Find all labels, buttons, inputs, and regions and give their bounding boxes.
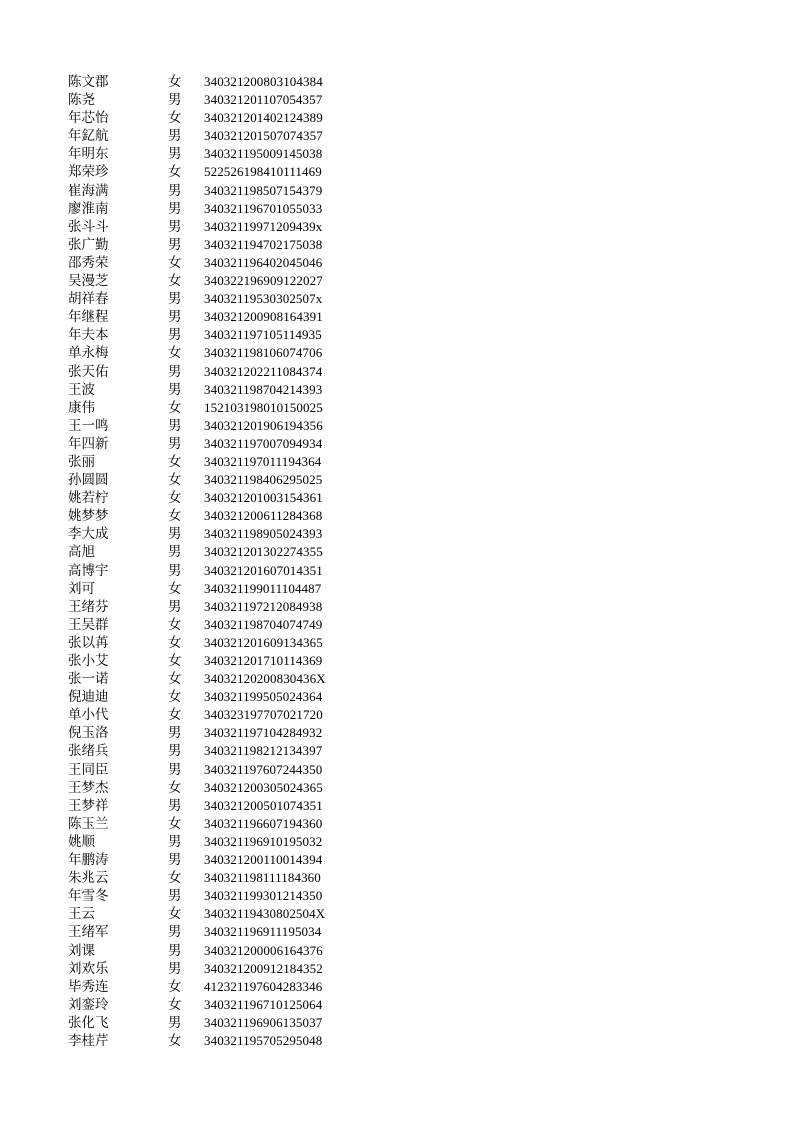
table-row: [68, 381, 368, 399]
name-cell: 单永梅: [68, 345, 109, 362]
gender-cell: 女: [168, 273, 182, 290]
table-row: [68, 634, 368, 652]
table-row: [68, 761, 368, 779]
table-row: [68, 109, 368, 127]
gender-cell: 女: [168, 345, 182, 362]
id-number-cell: 340321202211084374: [204, 363, 323, 379]
id-number-cell: 340321197007094934: [204, 435, 323, 451]
table-row: [68, 833, 368, 851]
id-number-cell: 340321198704214393: [204, 381, 323, 397]
name-cell: 张绪兵: [68, 743, 109, 760]
name-cell: 康伟: [68, 399, 95, 416]
table-row: [68, 706, 368, 724]
id-number-cell: 340321198507154379: [204, 182, 323, 198]
id-number-cell: 340321201609134365: [204, 634, 323, 650]
name-cell: 张化飞: [68, 1014, 109, 1031]
table-row: [68, 942, 368, 960]
table-row: [68, 978, 368, 996]
name-cell: 张小艾: [68, 653, 109, 669]
gender-cell: 女: [168, 870, 182, 887]
table-row: [68, 525, 368, 543]
table-row: [68, 200, 368, 218]
id-number-cell: 340321200803104384: [204, 74, 323, 89]
id-number-cell: 340321195009145038: [204, 146, 323, 162]
name-cell: 高旭: [68, 544, 95, 561]
gender-cell: 男: [168, 725, 182, 742]
table-row: [68, 236, 368, 254]
id-number-cell: 340321194702175038: [204, 236, 323, 252]
name-cell: 张斗斗: [68, 218, 109, 235]
id-number-cell: 340321200611284368: [204, 508, 323, 524]
gender-cell: 男: [168, 960, 182, 977]
name-cell: 吴漫芝: [68, 273, 109, 290]
id-number-cell: 340321198406295025: [204, 472, 323, 488]
name-cell: 王云: [68, 906, 95, 923]
table-row: [68, 815, 368, 833]
id-number-cell: 340321197011194364: [204, 453, 322, 469]
gender-cell: 男: [168, 888, 182, 905]
name-cell: 张广勤: [68, 236, 109, 253]
table-row: [68, 399, 368, 417]
id-number-cell: 340321195705295048: [204, 1032, 323, 1048]
table-row: [68, 182, 368, 200]
name-cell: 王梦祥: [68, 797, 109, 814]
id-number-cell: 34032120200830436X: [204, 671, 326, 687]
name-cell: 张一诺: [68, 671, 109, 688]
gender-cell: 男: [168, 598, 182, 615]
id-number-cell: 340322196909122027: [204, 273, 323, 289]
id-number-cell: 340321196911195034: [204, 924, 322, 940]
table-row: [68, 471, 368, 489]
table-row: [68, 724, 368, 742]
table-row: [68, 73, 368, 91]
gender-cell: 女: [168, 653, 182, 669]
gender-cell: 女: [168, 978, 182, 995]
name-cell: 倪迪迪: [68, 689, 109, 706]
name-cell: 王波: [68, 381, 95, 398]
table-row: [68, 688, 368, 706]
id-number-cell: 340321201607014351: [204, 562, 323, 578]
id-number-cell: 34032119530302507x: [204, 291, 323, 307]
gender-cell: 女: [168, 634, 182, 651]
table-row: [68, 218, 368, 236]
name-cell: 年继程: [68, 309, 109, 326]
table-row: [68, 417, 368, 435]
gender-cell: 女: [168, 671, 182, 688]
id-number-cell: 340321196701055033: [204, 200, 323, 216]
gender-cell: 男: [168, 236, 182, 253]
gender-cell: 女: [168, 110, 182, 127]
gender-cell: 男: [168, 363, 182, 380]
name-cell: 年四新: [68, 435, 109, 452]
name-cell: 胡祥春: [68, 291, 109, 308]
table-row: [68, 905, 368, 923]
name-cell: 年明东: [68, 146, 109, 163]
table-row: [68, 507, 368, 525]
table-row: [68, 344, 368, 362]
name-cell: 王吴群: [68, 616, 109, 633]
name-cell: 张以苒: [68, 634, 109, 651]
id-number-cell: 34032119430802504X: [204, 906, 326, 922]
gender-cell: 女: [168, 254, 182, 271]
id-number-cell: 340321200305024365: [204, 779, 323, 795]
name-cell: 邵秀荣: [68, 254, 109, 271]
name-cell: 王梦杰: [68, 779, 109, 796]
gender-cell: 男: [168, 182, 182, 199]
gender-cell: 女: [168, 906, 182, 923]
gender-cell: 女: [168, 815, 182, 832]
gender-cell: 女: [168, 453, 182, 470]
table-row: [68, 670, 368, 688]
gender-cell: 女: [168, 472, 182, 489]
gender-cell: 男: [168, 327, 182, 344]
table-row: [68, 163, 368, 181]
id-number-cell: 340321201402124389: [204, 110, 323, 126]
name-cell: 王同臣: [68, 761, 109, 778]
table-row: [68, 779, 368, 797]
gender-cell: 男: [168, 1014, 182, 1031]
table-row: [68, 887, 368, 905]
id-number-cell: 152103198010150025: [204, 399, 323, 415]
table-row: [68, 435, 368, 453]
gender-cell: 男: [168, 146, 182, 163]
name-cell: 单小代: [68, 707, 109, 724]
id-number-cell: 340321196607194360: [204, 815, 323, 831]
name-cell: 年鹏涛: [68, 852, 109, 869]
id-number-cell: 522526198410111469: [204, 164, 322, 180]
gender-cell: 男: [168, 92, 182, 109]
id-number-cell: 340321198106074706: [204, 345, 323, 361]
name-cell: 高博宇: [68, 562, 109, 579]
table-row: [68, 1014, 368, 1032]
table-row: [68, 869, 368, 887]
id-number-cell: 412321197604283346: [204, 978, 323, 994]
id-number-cell: 340321198212134397: [204, 743, 323, 759]
name-cell: 王绪军: [68, 924, 109, 941]
id-number-cell: 340321199011104487: [204, 580, 322, 596]
table-row: [68, 453, 368, 471]
table-row: [68, 797, 368, 815]
name-cell: 朱兆云: [68, 870, 109, 887]
gender-cell: 女: [168, 707, 182, 724]
gender-cell: 女: [168, 779, 182, 796]
id-number-cell: 340321197212084938: [204, 598, 323, 614]
table-row: [68, 996, 368, 1014]
gender-cell: 男: [168, 526, 182, 543]
table-row: [68, 91, 368, 109]
table-row: [68, 326, 368, 344]
id-number-cell: 340321201507074357: [204, 128, 323, 144]
name-cell: 王绪芬: [68, 598, 109, 615]
table-row: [68, 543, 368, 561]
table-row: [68, 127, 368, 145]
gender-cell: 女: [168, 490, 182, 507]
name-cell: 年芯怡: [68, 110, 109, 127]
table-row: [68, 960, 368, 978]
id-number-cell: 340321196910195032: [204, 833, 323, 849]
gender-cell: 男: [168, 797, 182, 814]
name-cell: 崔海满: [68, 182, 109, 199]
id-number-cell: 340321201710114369: [204, 653, 323, 668]
table-row: [68, 851, 368, 869]
gender-cell: 男: [168, 309, 182, 326]
name-cell: 李大成: [68, 526, 109, 543]
id-number-cell: 340321199301214350: [204, 888, 323, 904]
gender-cell: 男: [168, 942, 182, 959]
gender-cell: 男: [168, 743, 182, 760]
name-cell: 刘可: [68, 580, 95, 597]
id-number-cell: 34032119971209439x: [204, 218, 323, 234]
id-number-cell: 340323197707021720: [204, 707, 323, 723]
id-number-cell: 340321196906135037: [204, 1014, 323, 1030]
gender-cell: 男: [168, 761, 182, 778]
id-number-cell: 340321200110014394: [204, 852, 323, 868]
table-row: [68, 290, 368, 308]
id-number-cell: 340321196710125064: [204, 996, 323, 1012]
gender-cell: 女: [168, 580, 182, 597]
gender-cell: 女: [168, 1032, 182, 1049]
gender-cell: 女: [168, 616, 182, 633]
gender-cell: 男: [168, 544, 182, 561]
gender-cell: 女: [168, 996, 182, 1013]
table-row: [68, 616, 368, 634]
table-row: [68, 652, 368, 670]
name-cell: 陈玉兰: [68, 815, 109, 832]
id-number-cell: 340321200908164391: [204, 309, 323, 325]
name-cell: 王一鸣: [68, 417, 109, 434]
gender-cell: 男: [168, 924, 182, 941]
gender-cell: 女: [168, 74, 182, 90]
table-row: [68, 272, 368, 290]
table-row: [68, 145, 368, 163]
name-cell: 姚若柠: [68, 490, 109, 507]
gender-cell: 男: [168, 562, 182, 579]
gender-cell: 男: [168, 128, 182, 145]
id-number-cell: 340321197105114935: [204, 327, 322, 343]
table-row: [68, 308, 368, 326]
name-cell: 廖淮南: [68, 200, 109, 217]
table-row: [68, 254, 368, 272]
name-cell: 姚梦梦: [68, 508, 109, 525]
id-number-cell: 340321200501074351: [204, 797, 323, 813]
id-number-cell: 340321198704074749: [204, 616, 323, 632]
id-number-cell: 340321197607244350: [204, 761, 323, 777]
name-cell: 刘课: [68, 942, 95, 959]
gender-cell: 女: [168, 164, 182, 181]
name-cell: 李桂芹: [68, 1032, 109, 1049]
id-number-cell: 340321201906194356: [204, 417, 323, 433]
id-number-cell: 340321201302274355: [204, 544, 323, 560]
gender-cell: 女: [168, 399, 182, 416]
name-cell: 孙圆圆: [68, 472, 109, 489]
id-number-cell: 340321197104284932: [204, 725, 323, 741]
gender-cell: 男: [168, 200, 182, 217]
name-cell: 张丽: [68, 453, 95, 470]
name-cell: 陈文郡: [68, 74, 109, 90]
id-number-cell: 340321201107054357: [204, 92, 323, 108]
id-number-cell: 340321196402045046: [204, 254, 323, 270]
name-cell: 张天佑: [68, 363, 109, 380]
gender-cell: 男: [168, 218, 182, 235]
gender-cell: 男: [168, 381, 182, 398]
table-row: [68, 363, 368, 381]
table-row: [68, 1032, 368, 1050]
name-cell: 倪玉洛: [68, 725, 109, 742]
name-cell: 年夫本: [68, 327, 109, 344]
table-row: [68, 562, 368, 580]
name-cell: 郑荣珍: [68, 164, 109, 181]
id-number-cell: 340321200006164376: [204, 942, 323, 958]
id-number-cell: 340321200912184352: [204, 960, 323, 976]
name-cell: 年雪冬: [68, 888, 109, 905]
name-cell: 刘欢乐: [68, 960, 109, 977]
gender-cell: 男: [168, 291, 182, 308]
gender-cell: 男: [168, 833, 182, 850]
id-number-cell: 340321198905024393: [204, 526, 323, 542]
table-row: [68, 923, 368, 941]
name-cell: 陈尧: [68, 92, 95, 109]
table-row: [68, 742, 368, 760]
name-cell: 刘銮玲: [68, 996, 109, 1013]
gender-cell: 女: [168, 689, 182, 706]
records-table: [68, 73, 368, 1050]
gender-cell: 男: [168, 435, 182, 452]
table-row: [68, 580, 368, 598]
id-number-cell: 340321201003154361: [204, 490, 323, 506]
gender-cell: 男: [168, 852, 182, 869]
id-number-cell: 340321198111184360: [204, 870, 321, 886]
table-row: [68, 489, 368, 507]
table-row: [68, 598, 368, 616]
name-cell: 毕秀连: [68, 978, 109, 995]
name-cell: 年釔航: [68, 128, 109, 145]
gender-cell: 男: [168, 417, 182, 434]
gender-cell: 女: [168, 508, 182, 525]
name-cell: 姚顺: [68, 833, 95, 850]
id-number-cell: 340321199505024364: [204, 689, 323, 705]
